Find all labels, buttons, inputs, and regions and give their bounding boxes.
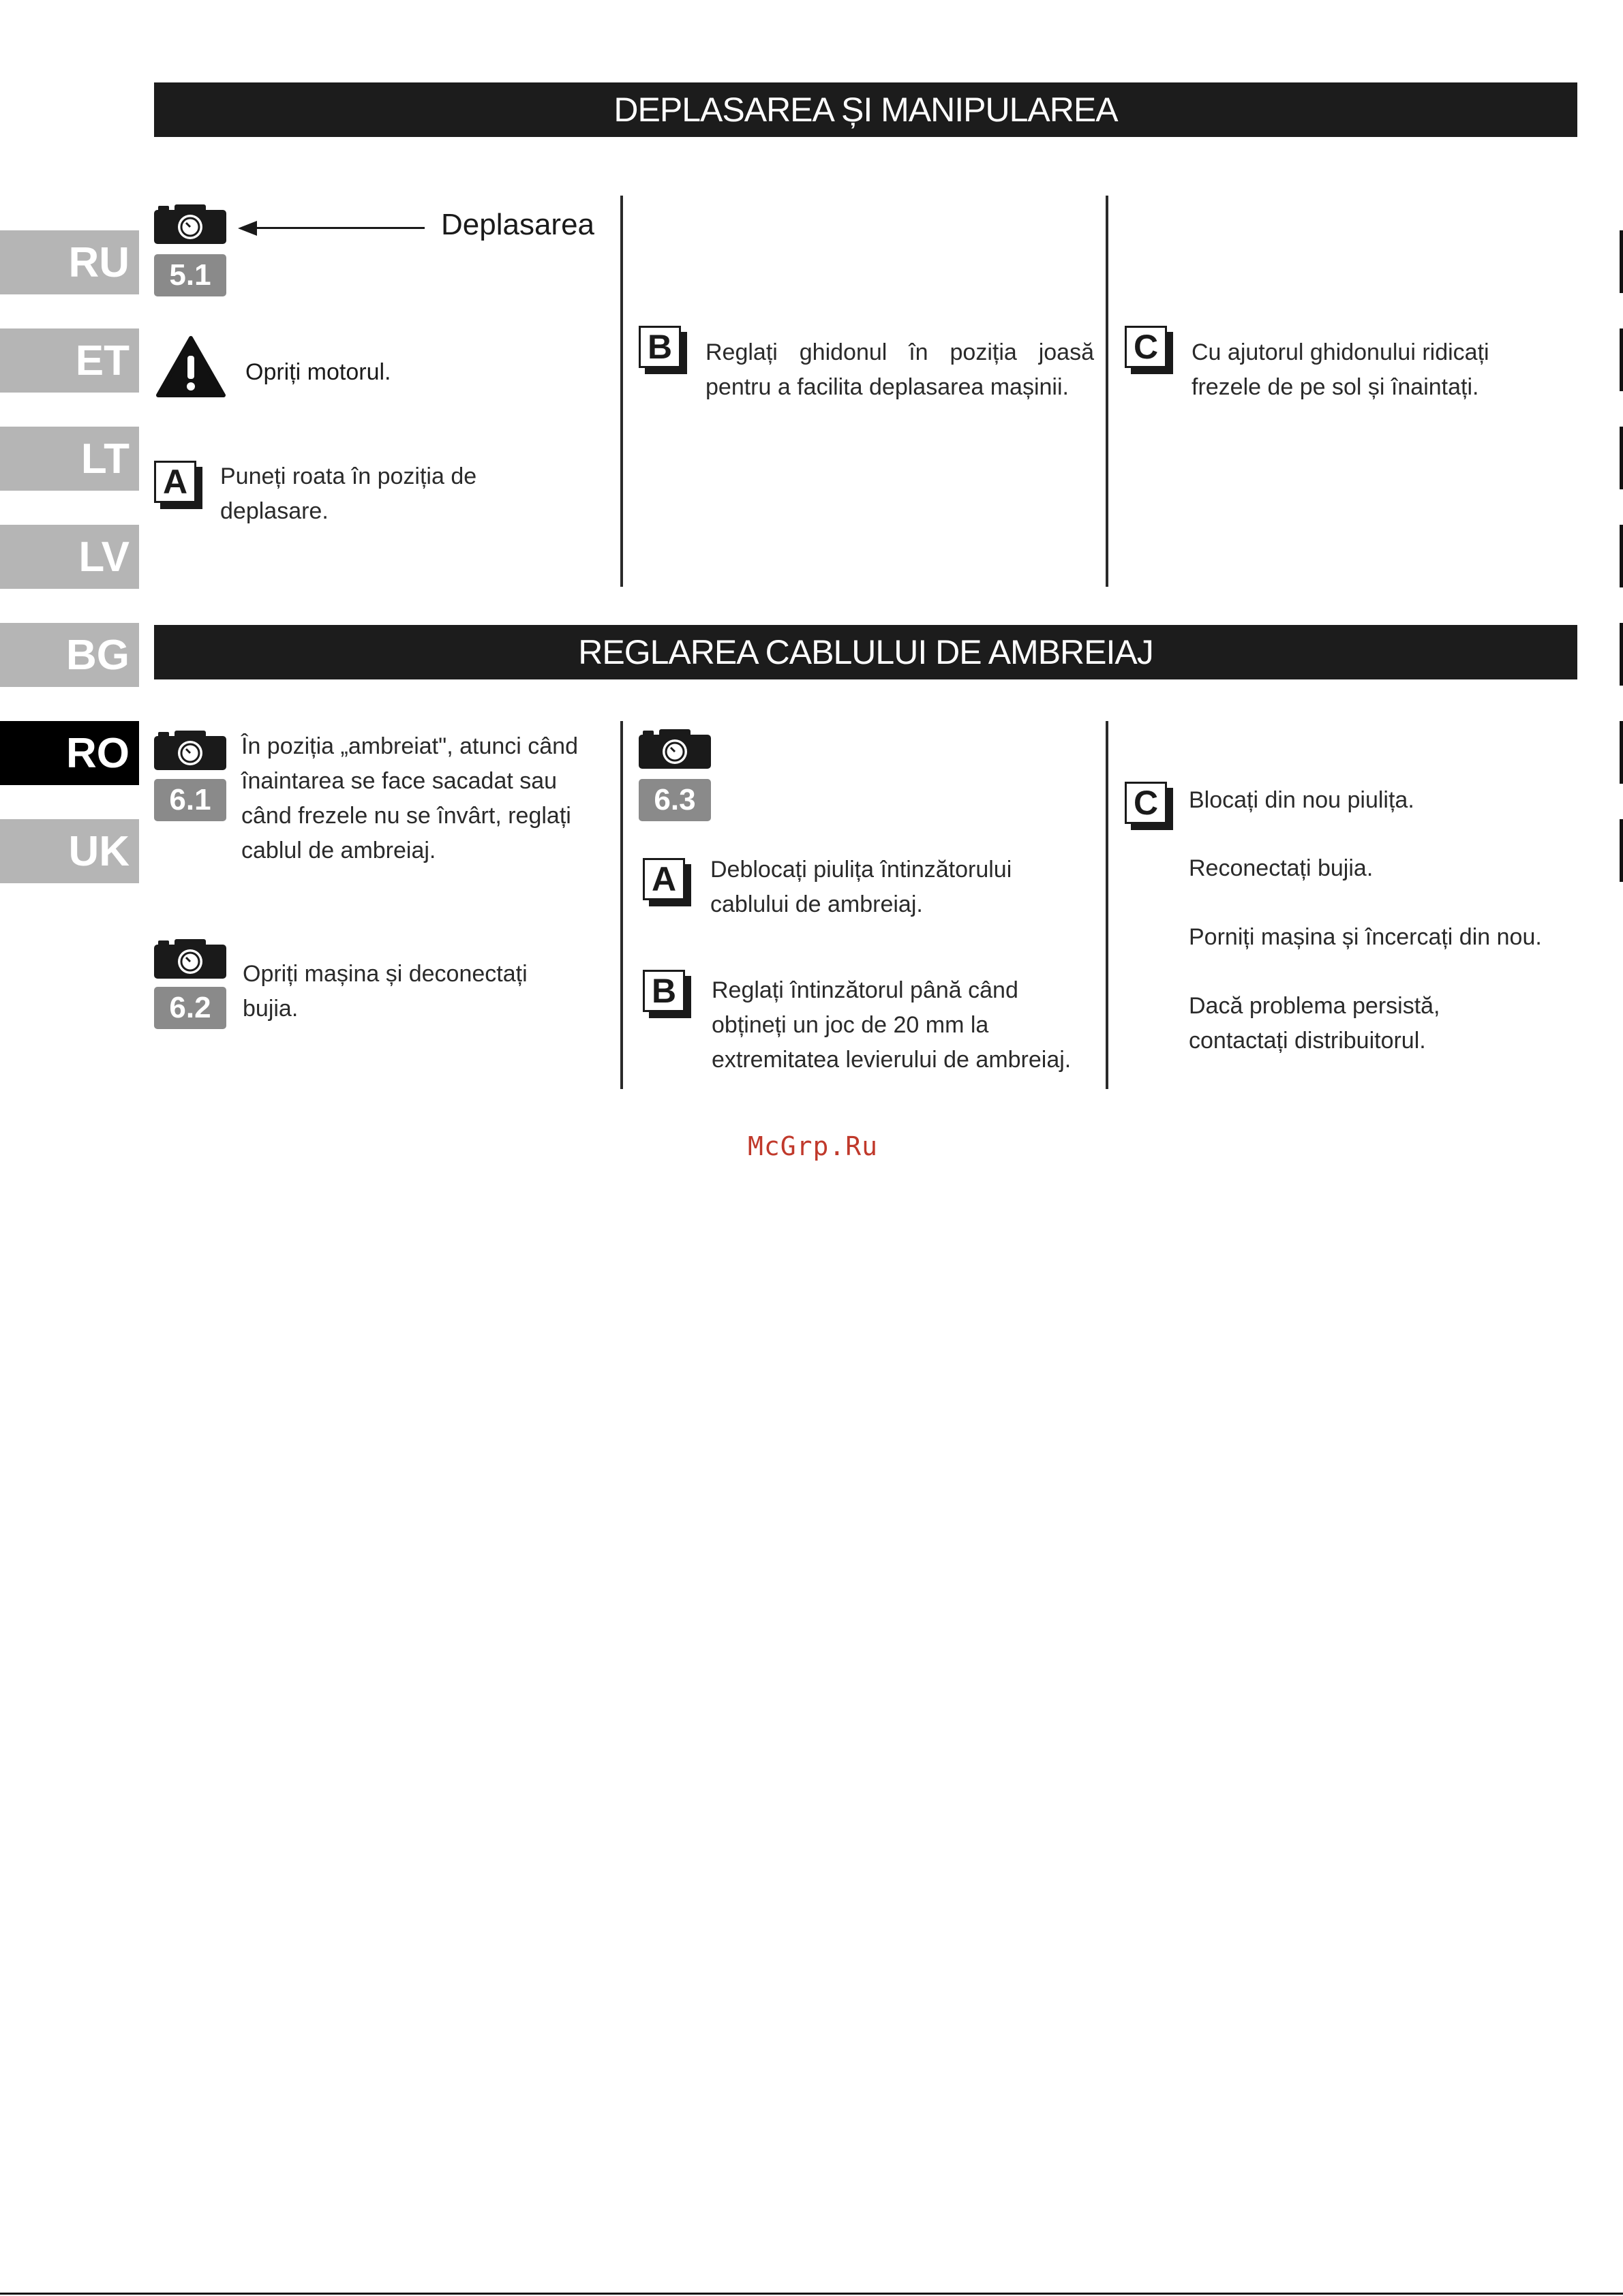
section-title-clutch: REGLAREA CABLULUI DE AMBREIAJ xyxy=(154,625,1577,679)
step-letter-b: B xyxy=(639,326,681,368)
clutch-step-a-text: Deblocați piulița întinzătorului cablului de ambreiaj. xyxy=(710,857,1012,917)
warning-icon xyxy=(155,335,226,398)
clutch-step-b-text: Reglați întinzătorul până când obțineți un joc de 20 mm la extremitatea levierului de ambreiaj. xyxy=(712,977,1072,1073)
right-tab-marker xyxy=(1620,819,1623,882)
reconnect-text: Reconectați bujia. xyxy=(1189,855,1374,881)
clutch-step-c-text: Blocați din nou piulița. xyxy=(1189,787,1414,813)
right-tab-marker xyxy=(1620,525,1623,587)
right-tab-marker xyxy=(1620,721,1623,784)
lang-tab-lv[interactable]: LV xyxy=(0,525,139,589)
step-letter-a: A xyxy=(154,461,196,503)
camera-icon xyxy=(154,729,226,770)
step-b-text: Reglați ghidonul în poziția joasă pentru a facilita deplasarea mașinii. xyxy=(706,339,1094,400)
step-c-text: Cu ajutorul ghidonului ridicați frezele de pe sol și înaintați. xyxy=(1192,339,1489,400)
lang-tab-uk[interactable]: UK xyxy=(0,819,139,883)
watermark: McGrp.Ru xyxy=(748,1131,879,1161)
column-divider xyxy=(1106,721,1108,1089)
column-divider xyxy=(1106,196,1108,587)
step-letter-c: C xyxy=(1125,326,1167,368)
transport-label: Deplasarea xyxy=(441,208,595,241)
column-divider xyxy=(620,196,623,587)
right-tab-marker xyxy=(1620,427,1623,489)
camera-icon xyxy=(154,203,226,244)
stop-machine-text: Opriți mașina și deconectați bujia. xyxy=(243,961,528,1022)
photo-ref-badge: 6.1 xyxy=(154,779,226,821)
lang-tab-bg[interactable]: BG xyxy=(0,623,139,687)
right-tab-marker xyxy=(1620,230,1623,293)
camera-icon xyxy=(639,728,711,769)
step-letter-b: B xyxy=(643,970,685,1012)
section-title-transport: DEPLASAREA ȘI MANIPULAREA xyxy=(154,82,1577,137)
step-letter-c: C xyxy=(1125,782,1167,824)
step-a-text: Puneți roata în poziția de deplasare. xyxy=(220,463,477,524)
step-letter-a: A xyxy=(643,858,685,900)
right-tab-marker xyxy=(1620,328,1623,391)
warning-text: Opriți motorul. xyxy=(245,359,391,385)
lang-tab-lt[interactable]: LT xyxy=(0,427,139,491)
clutch-intro-text: În poziția „ambreiat", atunci când înaintarea se face sacadat sau când frezele nu se învârt, reglați cablul de ambreiaj. xyxy=(241,733,578,863)
right-tab-marker xyxy=(1620,623,1623,686)
camera-icon xyxy=(154,938,226,979)
photo-ref-badge: 6.3 xyxy=(639,779,711,821)
arrow-line xyxy=(252,227,425,229)
lang-tab-et[interactable]: ET xyxy=(0,328,139,393)
lang-tab-ru[interactable]: RU xyxy=(0,230,139,294)
photo-ref-badge: 5.1 xyxy=(154,254,226,296)
contact-distributor-text: Dacă problema persistă, contactați distribuitorul. xyxy=(1189,993,1440,1054)
page-bottom-border xyxy=(0,2293,1623,2295)
column-divider xyxy=(620,721,623,1089)
photo-ref-badge: 6.2 xyxy=(154,987,226,1029)
lang-tab-ro[interactable]: RO xyxy=(0,721,139,785)
restart-text: Porniți mașina și încercați din nou. xyxy=(1189,924,1542,950)
